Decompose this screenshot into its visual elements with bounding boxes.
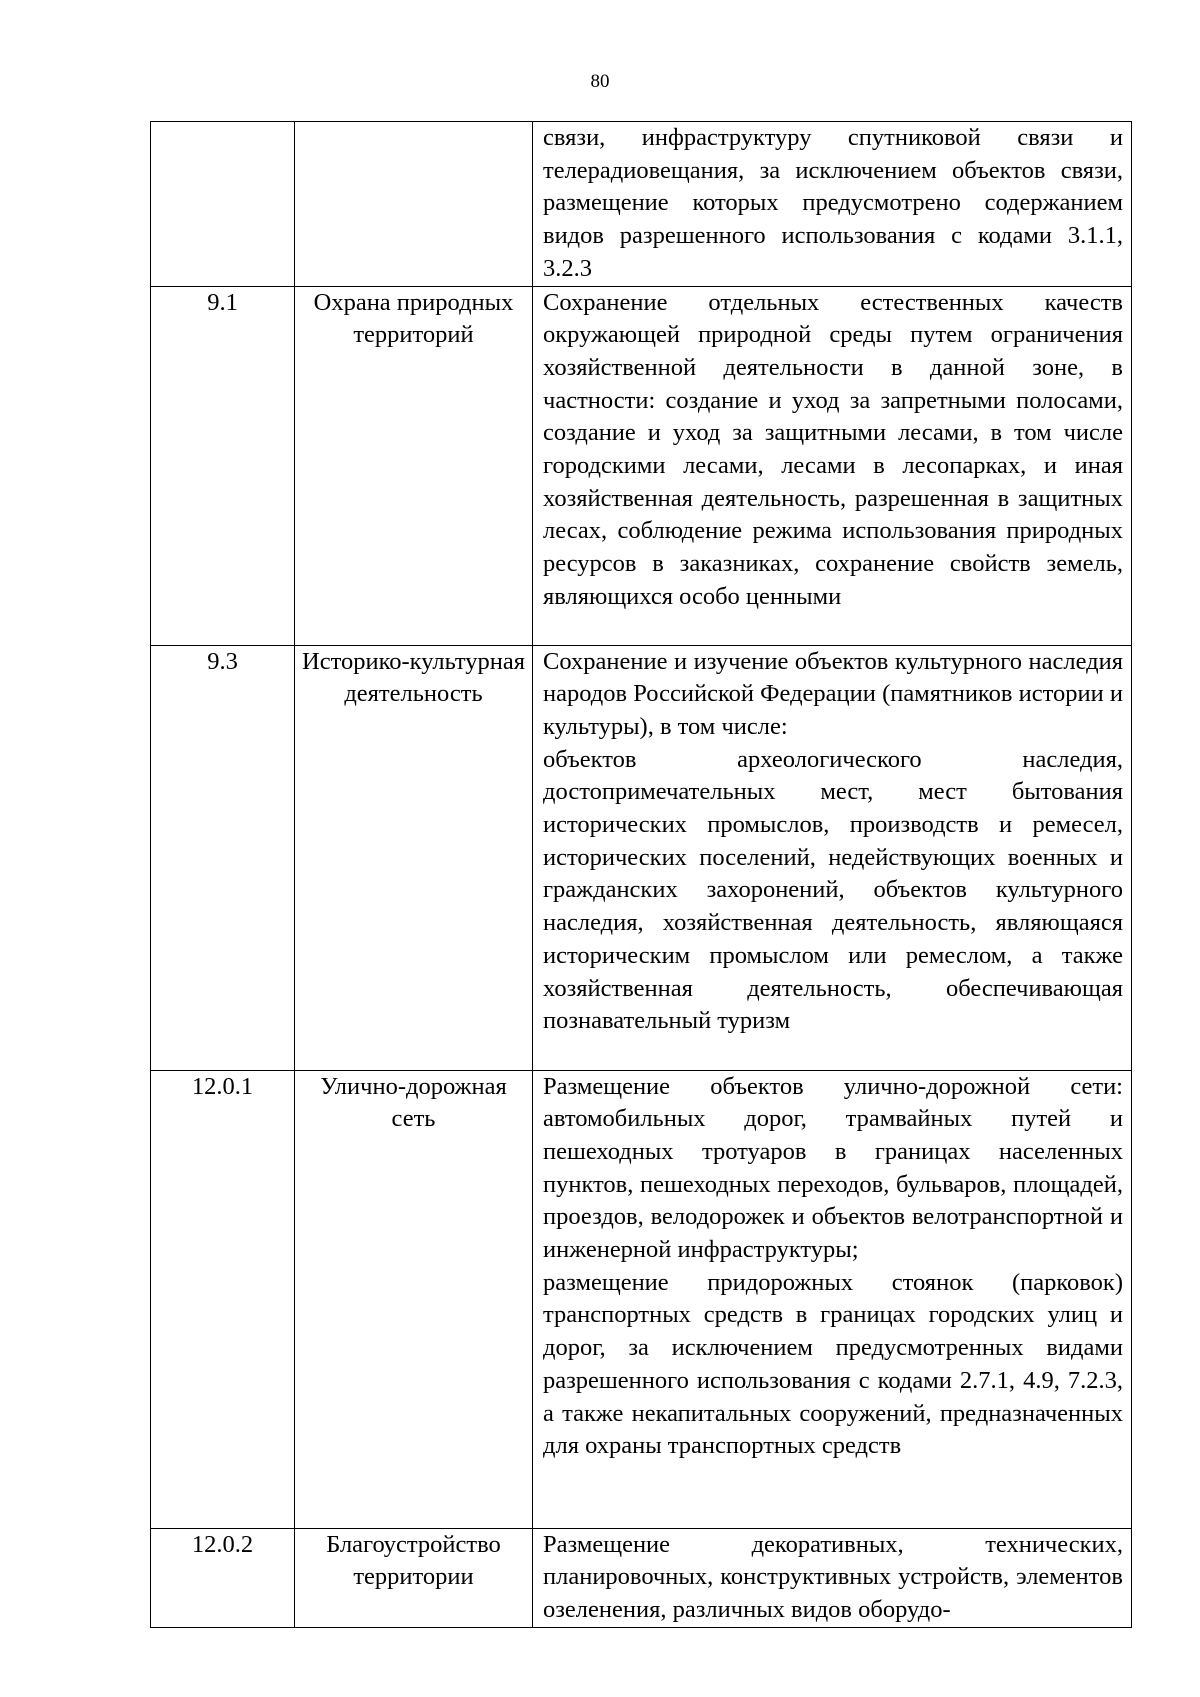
name-cell xyxy=(295,286,533,645)
table-row xyxy=(151,1528,1132,1627)
name-text: Охрана природных территорий xyxy=(313,288,514,349)
description-cell xyxy=(533,286,1132,645)
name-cell xyxy=(295,1528,533,1627)
land-use-table xyxy=(150,121,1132,1628)
description-cell xyxy=(533,122,1132,287)
description-paragraph: Сохранение и изучение объектов культурного наследия народов Российской Федерации (памятников истории и культуры), в том числе: xyxy=(543,647,1123,740)
name-text: Благоустройство территории xyxy=(326,1530,501,1591)
description-cell xyxy=(533,1528,1132,1627)
name-cell xyxy=(295,645,533,1070)
code-cell xyxy=(151,122,295,287)
code-cell: 12.0.2 xyxy=(151,1528,295,1627)
code-cell: 12.0.1 xyxy=(151,1070,295,1528)
description-cell xyxy=(533,645,1132,1070)
name-text: Улично-дорожная сеть xyxy=(320,1072,507,1133)
code-cell: 9.1 xyxy=(151,286,295,645)
description-cell xyxy=(533,1070,1132,1528)
table-row xyxy=(151,122,1132,287)
description-paragraph: Размещение объектов улично-дорожной сети: автомобильных дорог, трамвайных путей и пешеходных тротуаров в границах населенных пунктов, пешеходных переходов, бульваров, площадей, проездов, велодорожек и объектов велотранспортной и инженерной инфраструктуры; xyxy=(543,1072,1123,1264)
page-number: 80 xyxy=(590,71,610,92)
description-paragraph: Сохранение отдельных естественных качеств окружающей природной среды путем ограничения хозяйственной деятельности в данной зоне, в частности: создание и уход за запретными полосами, создание и уход за защитными лесами, в том числе городскими лесами, лесами в лесопарках, и иная хозяйственная деятельность, разрешенная в защитных лесах, соблюдение режима использования природных ресурсов в заказниках, сохранение свойств земель, являющихся особо ценными xyxy=(543,288,1123,610)
table-row xyxy=(151,645,1132,1070)
name-cell xyxy=(295,122,533,287)
name-text: Историко-культурная деятельность xyxy=(302,647,525,708)
table-row xyxy=(151,1070,1132,1528)
table-row xyxy=(151,286,1132,645)
description-paragraph: Размещение декоративных, технических, планировочных, конструктивных устройств, элементов озеленения, различных видов оборудо- xyxy=(543,1530,1123,1623)
description-paragraph: размещение придорожных стоянок (парковок) транспортных средств в границах городских улиц и дорог, за исключением предусмотренных видами разрешенного использования с кодами 2.7.1, 4.9, 7.2.3, а также некапитальных сооружений, предназначенных для охраны транспортных средств xyxy=(543,1268,1123,1460)
description-paragraph: связи, инфраструктуру спутниковой связи и телерадиовещания, за исключением объектов связи, размещение которых предусмотрено содержанием видов разрешенного использования с кодами 3.1.1, 3.2.3 xyxy=(543,124,1123,282)
code-cell: 9.3 xyxy=(151,645,295,1070)
description-paragraph: объектов археологического наследия, достопримечательных мест, мест бытования исторических промыслов, производств и ремесел, исторических поселений, недействующих военных и гражданских захоронений, объектов культурного наследия, хозяйственная деятельность, являющаяся историческим промыслом или ремеслом, а также хозяйственная деятельность, обеспечивающая познавательный туризм xyxy=(543,745,1123,1035)
name-cell xyxy=(295,1070,533,1528)
